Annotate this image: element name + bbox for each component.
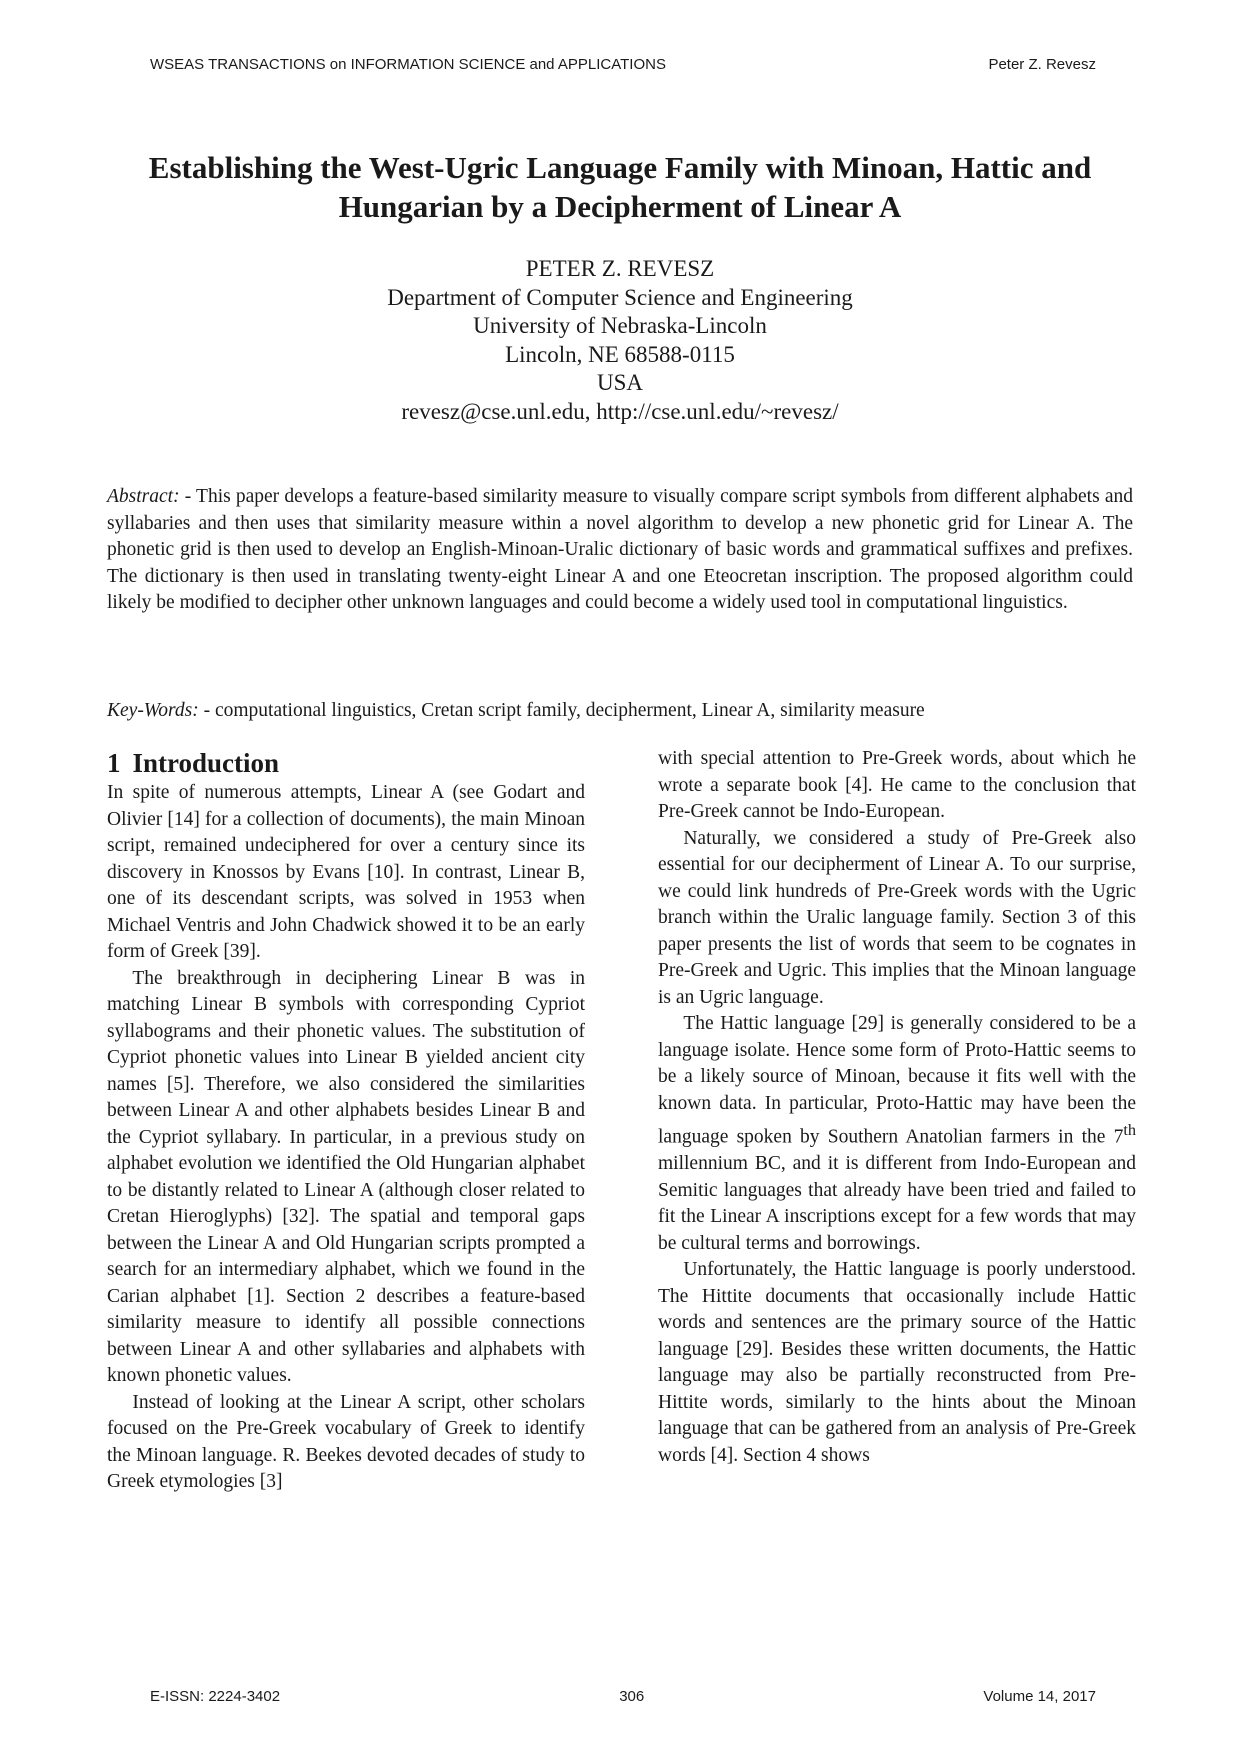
author-department: Department of Computer Science and Engineering xyxy=(387,284,853,310)
section-heading xyxy=(107,746,585,780)
abstract xyxy=(107,484,1133,617)
author-name: PETER Z. REVESZ xyxy=(525,256,715,281)
right-column xyxy=(658,746,1136,1469)
author-block xyxy=(200,255,1040,427)
superscript: th xyxy=(1123,1121,1136,1139)
author-country: USA xyxy=(596,370,643,396)
section-number: 1 xyxy=(107,748,121,778)
paragraph: with special attention to Pre-Greek words, about which he wrote a separate book [4]. He came to the conclusion that Pre-Greek cannot be Indo-European. xyxy=(658,748,1136,822)
header-author: Peter Z. Revesz xyxy=(988,56,1096,73)
page-footer xyxy=(150,1688,1096,1708)
section-title: Introduction xyxy=(132,748,280,778)
paragraph-text: The Hattic language [29] is generally considered to be a language isolate. Hence some form of Proto-Hattic seems to be a likely source of Minoan, because it fits well with the known data. In particular, Proto-Hattic may have been the language spoken by Southern Anatolian farmers in the 7 xyxy=(658,1013,1136,1148)
paper-title: Establishing the West-Ugric Language Family with Minoan, Hattic and Hungarian by a Decipherment of Linear A xyxy=(148,150,1092,224)
keywords xyxy=(107,698,1133,724)
paragraph: Unfortunately, the Hattic language is poorly understood. The Hittite documents that occasionally include Hattic words and sentences are the primary source of the Hattic language [29]. Besides these written documents, the Hattic language may also be partially reconstructed from Pre-Hittite words, similarly to the hints about the Minoan language that can be gathered from an analysis of Pre-Greek words [4]. Section 4 shows xyxy=(658,1259,1136,1466)
page-number: 306 xyxy=(619,1688,645,1705)
paragraph xyxy=(658,1011,1136,1257)
author-university: University of Nebraska-Lincoln xyxy=(473,313,767,339)
footer-volume: Volume 14, 2017 xyxy=(983,1688,1096,1705)
keywords-label: Key-Words: xyxy=(107,700,199,721)
journal-name: WSEAS TRANSACTIONS on INFORMATION SCIENCE and APPLICATIONS xyxy=(150,56,666,73)
paragraph-text: millennium BC, and it is different from Indo-European and Semitic languages that already have been tried and failed to fit the Linear A inscriptions except for a few words that may be cultural terms and borrowings. xyxy=(658,1153,1136,1254)
left-column xyxy=(107,746,585,1496)
author-contact: revesz@cse.unl.edu, http://cse.unl.edu/~revesz/ xyxy=(401,398,839,424)
paragraph: Instead of looking at the Linear A script, other scholars focused on the Pre-Greek vocabulary of Greek to identify the Minoan language. R. Beekes devoted decades of study to Greek etymologies [3] xyxy=(107,1391,585,1492)
keywords-text: - computational linguistics, Cretan script family, decipherment, Linear A, similarity measure xyxy=(198,700,925,721)
abstract-text: - This paper develops a feature-based similarity measure to visually compare script symbols from different alphabets and syllabaries and then uses that similarity measure within a novel algorithm to develop a new phonetic grid for Linear A. The phonetic grid is then used to develop an English-Minoan-Uralic dictionary of basic words and grammatical suffixes and prefixes. The dictionary is then used in translating twenty-eight Linear A and one Eteocretan inscription. The proposed algorithm could likely be modified to decipher other unknown languages and could become a widely used tool in computational linguistics. xyxy=(107,486,1133,613)
footer-issn: E-ISSN: 2224-3402 xyxy=(150,1688,281,1705)
abstract-label: Abstract: xyxy=(107,486,180,507)
paragraph: The breakthrough in deciphering Linear B was in matching Linear B symbols with corresponding Cypriot syllabograms and their phonetic values. The substitution of Cypriot phonetic values into Linear B yielded ancient city names [5]. Therefore, we also considered the similarities between Linear A and other alphabets besides Linear B and the Cypriot syllabary. In particular, in a previous study on alphabet evolution we identified the Old Hungarian alphabet to be distantly related to Linear A (although closer related to Cretan Hieroglyphs) [32]. The spatial and temporal gaps between the Linear A and Old Hungarian scripts prompted a search for an intermediary alphabet, which we found in the Carian alphabet [1]. Section 2 describes a feature-based similarity measure to identify all possible connections between Linear A and other syllabaries and alphabets with known phonetic values. xyxy=(107,967,585,1386)
paragraph: Naturally, we considered a study of Pre-Greek also essential for our decipherment of Linear A. To our surprise, we could link hundreds of Pre-Greek words with the Ugric branch within the Uralic language family. Section 3 of this paper presents the list of words that seem to be cognates in Pre-Greek and Ugric. This implies that the Minoan language is an Ugric language. xyxy=(658,827,1136,1008)
author-city: Lincoln, NE 68588-0115 xyxy=(505,341,735,367)
paragraph: In spite of numerous attempts, Linear A (see Godart and Olivier [14] for a collection of documents), the main Minoan script, remained undeciphered for over a century since its discovery in Knossos by Evans [10]. In contrast, Linear B, one of its descendant scripts, was solved in 1953 when Michael Ventris and John Chadwick showed it to be an early form of Greek [39]. xyxy=(107,782,585,962)
running-header xyxy=(150,56,1096,76)
